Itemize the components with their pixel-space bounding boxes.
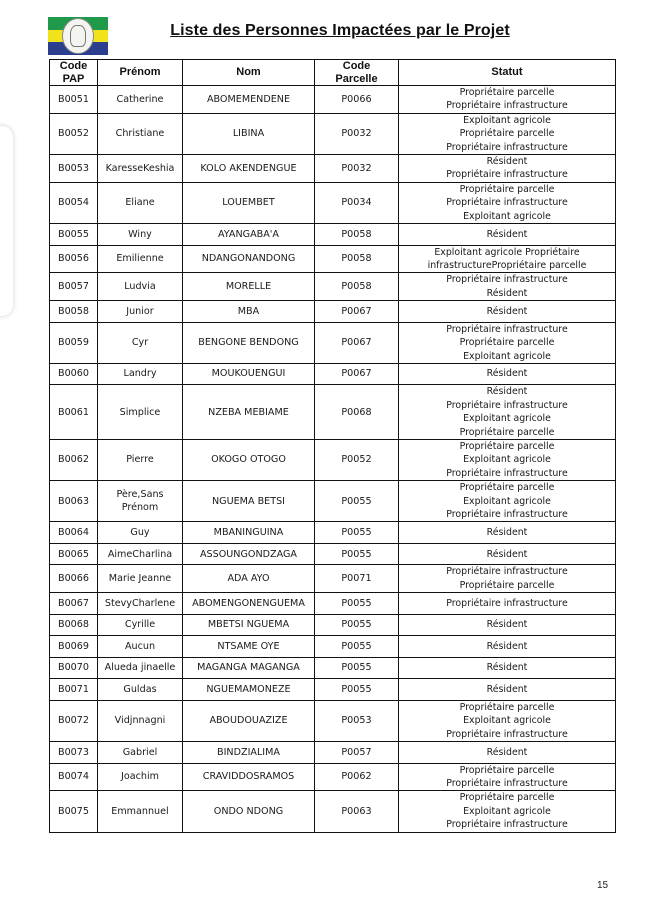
code-pap-cell: B0066	[50, 565, 98, 593]
statut-cell	[399, 763, 616, 791]
nom-cell: NGUEMAMONEZE	[183, 679, 315, 701]
code-pap-cell: B0062	[50, 440, 98, 481]
statut-line: Propriétaire infrastructure	[446, 100, 568, 112]
statut-cell	[399, 614, 616, 636]
code-pap-cell: B0052	[50, 113, 98, 154]
code-parcelle-cell: P0071	[315, 565, 399, 593]
code-pap-cell: B0058	[50, 301, 98, 323]
header-code-parcelle-line: Code	[342, 60, 371, 72]
nom-cell: BENGONE BENDONG	[183, 322, 315, 363]
table-header-row	[50, 60, 616, 86]
code-pap-cell: B0070	[50, 657, 98, 679]
statut-line: Propriétaire infrastructure	[446, 197, 568, 209]
code-pap-cell: B0053	[50, 155, 98, 183]
statut-line: Résident	[486, 527, 528, 539]
statut-line: Résident	[486, 368, 528, 380]
statut-line: Exploitant agricole	[463, 210, 551, 222]
table-row	[50, 679, 616, 701]
code-pap-cell: B0059	[50, 322, 98, 363]
statut-line: Propriétaire infrastructure	[446, 819, 568, 831]
code-parcelle-cell: P0032	[315, 155, 399, 183]
code-parcelle-cell: P0066	[315, 86, 399, 114]
code-parcelle-cell: P0063	[315, 791, 399, 832]
statut-cell	[399, 322, 616, 363]
statut-line: Propriétaire parcelle	[459, 87, 555, 98]
statut-cell	[399, 113, 616, 154]
code-pap-cell: B0061	[50, 385, 98, 440]
statut-cell	[399, 224, 616, 246]
statut-cell	[399, 273, 616, 301]
code-pap-cell: B0056	[50, 245, 98, 273]
statut-line: Propriétaire parcelle	[459, 701, 555, 713]
table-row	[50, 742, 616, 764]
code-pap-cell: B0055	[50, 224, 98, 246]
header-statut: Statut	[399, 60, 616, 86]
statut-line: Exploitant agricole	[463, 413, 551, 425]
header-nom: Nom	[183, 60, 315, 86]
statut-cell	[399, 700, 616, 741]
nom-cell: MAGANGA MAGANGA	[183, 657, 315, 679]
header-prenom: Prénom	[98, 60, 183, 86]
statut-line: Exploitant agricole	[463, 495, 551, 507]
prenom-cell: KaresseKeshia	[98, 155, 183, 183]
statut-cell	[399, 440, 616, 481]
code-parcelle-cell: P0067	[315, 301, 399, 323]
statut-line: Exploitant agricole Propriétaire	[434, 246, 580, 258]
code-parcelle-cell: P0055	[315, 614, 399, 636]
nom-cell: MBETSI NGUEMA	[183, 614, 315, 636]
statut-cell	[399, 742, 616, 764]
code-pap-cell: B0057	[50, 273, 98, 301]
nom-cell: ABOMENGONENGUEMA	[183, 593, 315, 615]
statut-line: Résident	[486, 305, 528, 317]
nom-cell: ADA AYO	[183, 565, 315, 593]
statut-line: Propriétaire parcelle	[459, 482, 555, 494]
statut-line: Propriétaire parcelle	[459, 426, 555, 438]
statut-line: Propriétaire infrastructure	[446, 169, 568, 181]
prenom-cell: Eliane	[98, 182, 183, 223]
table-row	[50, 522, 616, 544]
page-number: 15	[597, 880, 609, 891]
statut-line: Propriétaire infrastructure	[446, 728, 568, 740]
seal-icon	[62, 18, 94, 54]
nom-cell: ONDO NDONG	[183, 791, 315, 832]
statut-cell	[399, 481, 616, 522]
table-row	[50, 614, 616, 636]
code-pap-cell: B0060	[50, 363, 98, 385]
code-pap-cell: B0054	[50, 182, 98, 223]
statut-line: Résident	[486, 746, 528, 758]
statut-cell	[399, 245, 616, 273]
code-pap-cell: B0072	[50, 700, 98, 741]
code-parcelle-cell: P0055	[315, 657, 399, 679]
statut-line: Propriétaire infrastructure	[446, 323, 568, 335]
nom-cell: NDANGONANDONG	[183, 245, 315, 273]
table-row	[50, 440, 616, 481]
nom-cell: MBA	[183, 301, 315, 323]
table-row	[50, 363, 616, 385]
statut-line: Propriétaire infrastructure	[446, 509, 568, 521]
prenom-cell: Marie Jeanne	[98, 565, 183, 593]
statut-cell	[399, 155, 616, 183]
prenom-cell: StevyCharlene	[98, 593, 183, 615]
statut-line: Propriétaire infrastructure	[446, 399, 568, 411]
code-parcelle-cell: P0055	[315, 679, 399, 701]
prenom-cell: Catherine	[98, 86, 183, 114]
code-pap-cell: B0065	[50, 543, 98, 565]
code-parcelle-cell: P0067	[315, 322, 399, 363]
code-parcelle-cell: P0055	[315, 522, 399, 544]
header-code-parcelle	[315, 60, 399, 86]
table-row	[50, 565, 616, 593]
code-pap-cell: B0063	[50, 481, 98, 522]
code-parcelle-cell: P0058	[315, 273, 399, 301]
nom-cell: LOUEMBET	[183, 182, 315, 223]
nom-cell: NGUEMA BETSI	[183, 481, 315, 522]
table-row	[50, 245, 616, 273]
statut-cell	[399, 385, 616, 440]
statut-line: infrastructurePropriétaire parcelle	[427, 259, 587, 271]
code-parcelle-cell: P0062	[315, 763, 399, 791]
impacted-persons-table	[49, 59, 616, 833]
statut-line: Résident	[486, 287, 528, 299]
table-row	[50, 636, 616, 658]
nom-cell: NZEBA MEBIAME	[183, 385, 315, 440]
statut-cell	[399, 86, 616, 114]
code-parcelle-cell: P0053	[315, 700, 399, 741]
statut-line: Propriétaire parcelle	[459, 792, 555, 804]
code-pap-cell: B0069	[50, 636, 98, 658]
prenom-cell: Pierre	[98, 440, 183, 481]
nom-cell: BINDZIALIMA	[183, 742, 315, 764]
statut-line: Propriétaire infrastructure	[446, 467, 568, 479]
statut-line: Résident	[486, 156, 528, 168]
code-parcelle-cell: P0052	[315, 440, 399, 481]
prenom-cell: Vidjnnagni	[98, 700, 183, 741]
prenom-cell: Aucun	[98, 636, 183, 658]
code-parcelle-cell: P0055	[315, 481, 399, 522]
code-pap-cell: B0073	[50, 742, 98, 764]
statut-line: Propriétaire parcelle	[459, 579, 555, 591]
table-row	[50, 301, 616, 323]
statut-line: Propriétaire infrastructure	[446, 141, 568, 153]
statut-line: Propriétaire infrastructure	[446, 777, 568, 789]
statut-line: Exploitant agricole	[463, 805, 551, 817]
table-row	[50, 182, 616, 223]
statut-line: Propriétaire parcelle	[459, 764, 555, 776]
table-row	[50, 763, 616, 791]
header-code-pap	[50, 60, 98, 86]
document-title: Liste des Personnes Impactées par le Projet	[170, 22, 510, 39]
code-parcelle-cell: P0058	[315, 224, 399, 246]
code-pap-cell: B0064	[50, 522, 98, 544]
statut-cell	[399, 657, 616, 679]
statut-line: Exploitant agricole	[463, 350, 551, 362]
code-pap-cell: B0067	[50, 593, 98, 615]
gabon-flag-seal-logo	[48, 17, 108, 55]
prenom-cell: Guldas	[98, 679, 183, 701]
prenom-cell: Winy	[98, 224, 183, 246]
nom-cell: OKOGO OTOGO	[183, 440, 315, 481]
statut-line: Résident	[486, 662, 528, 674]
statut-cell	[399, 301, 616, 323]
statut-line: Propriétaire infrastructure	[446, 274, 568, 286]
header-code-pap-line: PAP	[62, 72, 85, 85]
prenom-cell: Père,Sans Prénom	[98, 481, 183, 522]
code-pap-cell: B0074	[50, 763, 98, 791]
statut-line: Résident	[486, 683, 528, 695]
side-panel-edge	[0, 125, 14, 317]
nom-cell: MORELLE	[183, 273, 315, 301]
statut-line: Résident	[486, 228, 528, 240]
nom-cell: LIBINA	[183, 113, 315, 154]
prenom-cell: Junior	[98, 301, 183, 323]
code-parcelle-cell: P0055	[315, 543, 399, 565]
table-row	[50, 385, 616, 440]
code-parcelle-cell: P0034	[315, 182, 399, 223]
nom-cell: MOUKOUENGUI	[183, 363, 315, 385]
code-parcelle-cell: P0032	[315, 113, 399, 154]
statut-line: Exploitant agricole	[463, 454, 551, 466]
table-row	[50, 322, 616, 363]
nom-cell: ABOMEMENDENE	[183, 86, 315, 114]
prenom-cell: Guy	[98, 522, 183, 544]
prenom-cell: AimeCharlina	[98, 543, 183, 565]
nom-cell: CRAVIDDOSRAMOS	[183, 763, 315, 791]
prenom-cell: Cyrille	[98, 614, 183, 636]
table-row	[50, 113, 616, 154]
code-pap-cell: B0051	[50, 86, 98, 114]
statut-line: Résident	[486, 386, 528, 398]
prenom-cell: Joachim	[98, 763, 183, 791]
table-row	[50, 543, 616, 565]
statut-cell	[399, 565, 616, 593]
nom-cell: NTSAME OYE	[183, 636, 315, 658]
statut-line: Propriétaire parcelle	[459, 183, 555, 195]
statut-line: Résident	[486, 619, 528, 631]
table-row	[50, 273, 616, 301]
table-row	[50, 700, 616, 741]
table-row	[50, 657, 616, 679]
table-row	[50, 791, 616, 832]
statut-line: Résident	[486, 640, 528, 652]
nom-cell: AYANGABA'A	[183, 224, 315, 246]
statut-cell	[399, 791, 616, 832]
statut-cell	[399, 543, 616, 565]
statut-line: Propriétaire infrastructure	[446, 566, 568, 578]
statut-line: Résident	[486, 548, 528, 560]
code-parcelle-cell: P0067	[315, 363, 399, 385]
code-parcelle-cell: P0057	[315, 742, 399, 764]
statut-cell	[399, 636, 616, 658]
nom-cell: ABOUDOUAZIZE	[183, 700, 315, 741]
prenom-cell: Alueda jinaelle	[98, 657, 183, 679]
code-parcelle-cell: P0068	[315, 385, 399, 440]
statut-cell	[399, 593, 616, 615]
header-code-pap-line: Code	[59, 60, 88, 72]
statut-cell	[399, 182, 616, 223]
code-pap-cell: B0075	[50, 791, 98, 832]
code-pap-cell: B0068	[50, 614, 98, 636]
nom-cell: MBANINGUINA	[183, 522, 315, 544]
prenom-cell: Emilienne	[98, 245, 183, 273]
statut-line: Propriétaire infrastructure	[446, 597, 568, 609]
table-body	[50, 86, 616, 833]
prenom-cell: Landry	[98, 363, 183, 385]
statut-line: Propriétaire parcelle	[459, 441, 555, 453]
table-row	[50, 155, 616, 183]
prenom-cell: Cyr	[98, 322, 183, 363]
prenom-cell: Christiane	[98, 113, 183, 154]
table-row	[50, 593, 616, 615]
table-row	[50, 481, 616, 522]
table-row	[50, 224, 616, 246]
statut-line: Exploitant agricole	[463, 114, 551, 126]
prenom-cell: Emmannuel	[98, 791, 183, 832]
statut-line: Propriétaire parcelle	[459, 128, 555, 140]
nom-cell: ASSOUNGONDZAGA	[183, 543, 315, 565]
code-pap-cell: B0071	[50, 679, 98, 701]
statut-cell	[399, 363, 616, 385]
table-row	[50, 86, 616, 114]
statut-line: Propriétaire parcelle	[459, 337, 555, 349]
statut-line: Exploitant agricole	[463, 715, 551, 727]
prenom-cell: Gabriel	[98, 742, 183, 764]
statut-cell	[399, 679, 616, 701]
statut-cell	[399, 522, 616, 544]
nom-cell: KOLO AKENDENGUE	[183, 155, 315, 183]
code-parcelle-cell: P0055	[315, 593, 399, 615]
header-code-parcelle-line: Parcelle	[335, 72, 378, 85]
code-parcelle-cell: P0058	[315, 245, 399, 273]
prenom-cell: Ludvia	[98, 273, 183, 301]
code-parcelle-cell: P0055	[315, 636, 399, 658]
prenom-cell: Simplice	[98, 385, 183, 440]
